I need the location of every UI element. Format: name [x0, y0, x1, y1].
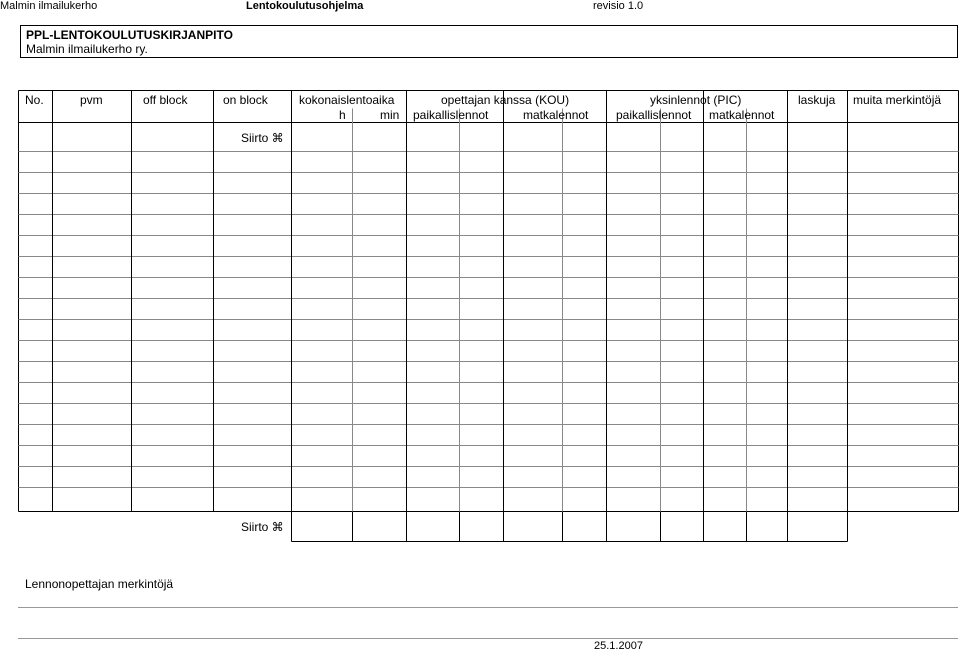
header-dual-cross: matkalennot: [523, 108, 589, 122]
footer-date: 25.1.2007: [594, 640, 643, 652]
club-name: Malmin ilmailukerho: [0, 0, 98, 12]
notes-line: [18, 638, 958, 639]
header-dual-local: paikallislennot: [413, 108, 489, 122]
revision-label: revisio 1.0: [593, 0, 644, 12]
header-on-block: on block: [223, 93, 268, 107]
header-off-block: off block: [143, 93, 188, 107]
header-solo-cross: matkalennot: [709, 108, 775, 122]
header-minutes: min: [380, 108, 400, 122]
document-subtitle: Malmin ilmailukerho ry.: [26, 42, 148, 56]
header-remarks: muita merkintöjä: [853, 93, 942, 107]
header-dual: opettajan kanssa (KOU): [441, 93, 570, 107]
header-total-time: kokonaislentoaika: [299, 93, 395, 107]
instructor-notes-label: Lennonopettajan merkintöjä: [25, 577, 174, 591]
header-landings: laskuja: [798, 93, 836, 107]
header-solo-local: paikallislennot: [616, 108, 692, 122]
header-hours: h: [339, 108, 346, 122]
carry-out-label: Siirto ⌘: [241, 520, 284, 534]
notes-line: [18, 607, 958, 608]
header-no: No.: [25, 93, 44, 107]
document-title: PPL-LENTOKOULUTUSKIRJANPITO: [26, 28, 233, 42]
carry-in-label: Siirto ⌘: [241, 131, 284, 145]
program-name: Lentokoulutusohjelma: [246, 0, 364, 12]
header-pvm: pvm: [80, 93, 103, 107]
header-solo: yksinlennot (PIC): [650, 93, 742, 107]
